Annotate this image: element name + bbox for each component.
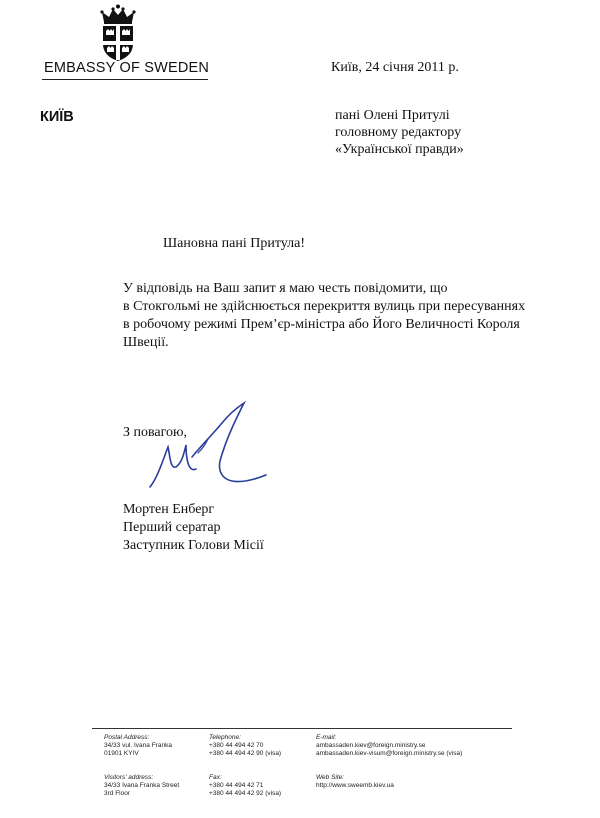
footer-email <box>316 734 462 758</box>
body-line: в Стокгольмі не здійснюється перекриття вулиць при пересуваннях <box>123 299 526 314</box>
salutation: Шановна пані Притула! <box>163 236 306 251</box>
body-line: в робочому режимі Прем’єр-міністра або Його Величності Короля <box>123 317 520 332</box>
footer-label: Postal Address: <box>104 734 150 741</box>
footer-text: +380 44 494 42 92 (visa) <box>209 790 282 797</box>
footer-text: ambassaden.kiev@foreign.ministry.se <box>316 742 426 749</box>
footer-label: Visitors' address: <box>104 774 154 781</box>
signatory-name: Мортен Енберг <box>123 502 215 517</box>
footer-label: Fax: <box>209 774 222 781</box>
footer-telephone <box>209 734 281 758</box>
signatory-title: Перший сератар <box>123 520 221 535</box>
letter-date: Київ, 24 січня 2011 р. <box>331 60 459 75</box>
footer-label: Web Site: <box>316 774 345 781</box>
footer-fax <box>209 774 281 798</box>
recipient-organization: «Української правди» <box>335 142 464 157</box>
body-line: Швеції. <box>123 335 169 350</box>
footer-postal-address <box>104 734 172 758</box>
footer-label: E-mail: <box>316 734 337 741</box>
letterhead-divider <box>42 79 208 80</box>
footer-divider <box>92 728 512 729</box>
footer-label: Telephone: <box>209 734 241 741</box>
footer-text: +380 44 494 42 90 (visa) <box>209 750 282 757</box>
footer-text: 3rd Floor <box>104 790 131 797</box>
footer-website <box>316 774 394 790</box>
footer-text: 34/33 Ivana Franka Street <box>104 782 180 789</box>
body-line: У відповідь на Ваш запит я маю честь повідомити, що <box>123 281 448 296</box>
footer-text: http://www.sweemb.kiev.ua <box>316 782 394 789</box>
footer-text: 34/33 vul. Ivana Franka <box>104 742 172 749</box>
swedish-crest-icon <box>96 4 140 62</box>
recipient-name: пані Олені Притулі <box>335 108 450 123</box>
closing: З повагою, <box>123 425 187 440</box>
footer-text: 01901 KYIV <box>104 750 139 757</box>
footer-visitors-address <box>104 774 179 798</box>
footer-text: +380 44 494 42 71 <box>209 782 264 789</box>
handwritten-signature <box>140 395 270 495</box>
recipient-position: головному редактору <box>335 125 462 140</box>
footer-text: +380 44 494 42 70 <box>209 742 264 749</box>
embassy-name: EMBASSY OF SWEDEN <box>44 60 210 76</box>
footer-text: ambassaden.kiev-visum@foreign.ministry.se (visa) <box>316 750 463 757</box>
signatory-title: Заступник Голови Місії <box>123 538 264 553</box>
letterhead-city: КИЇВ <box>40 109 74 125</box>
